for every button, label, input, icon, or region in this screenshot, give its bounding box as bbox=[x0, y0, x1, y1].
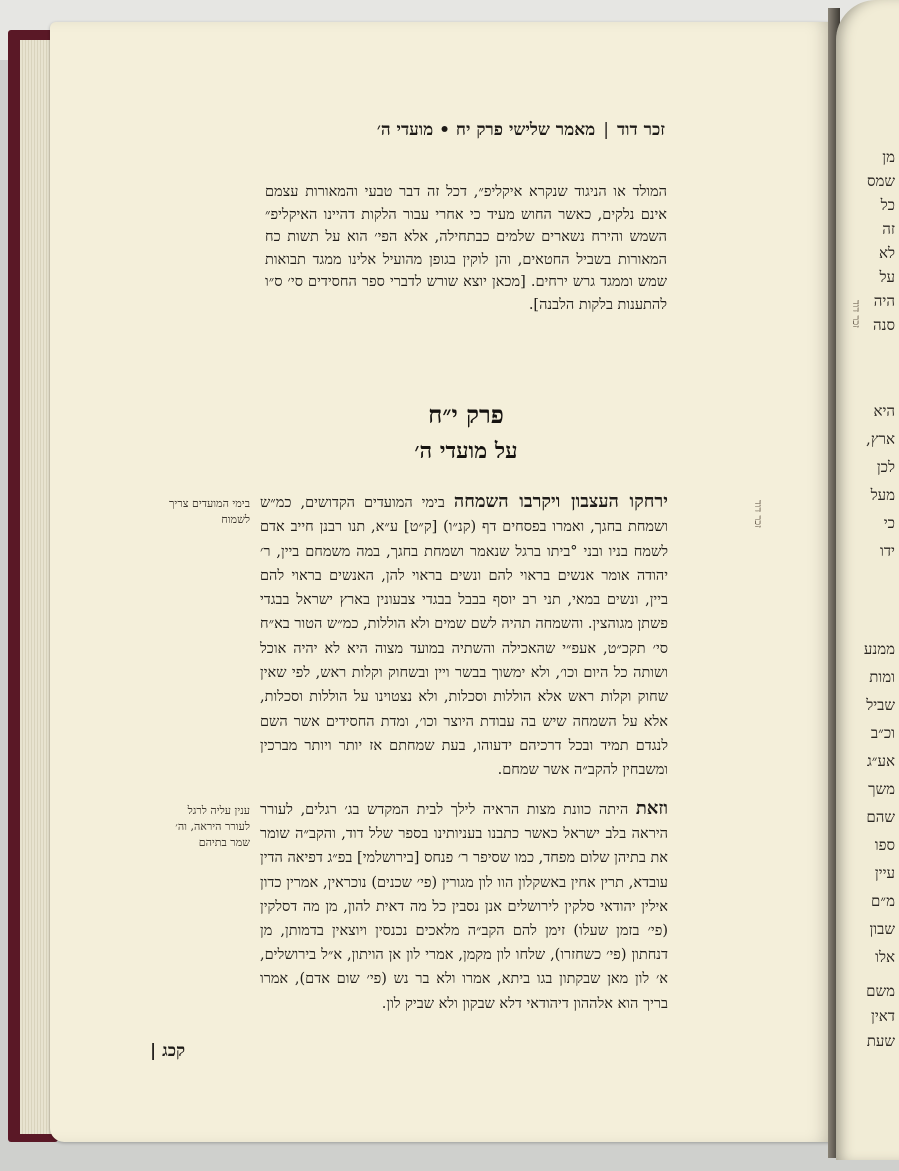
facing-page bbox=[836, 0, 899, 1160]
facing-page-line: לכן bbox=[876, 458, 895, 476]
facing-page-line: כל bbox=[880, 196, 895, 214]
intro-paragraph: המולד או הניגוד שנקרא איקליפ״, דכל זה דבר טבעי והמאורות עצמם אינם נלקים, כאשר החוש מעיד כי אחרי עבור הלקות דהיינו האיקליפ״ השמש והירח נשארים שלמים כבתחילה, אלא הפי׳ הוא על תשות כח המאורות בשביל החטאים, והן לוקין בגופן מהועיל אלינו ממגד תבואות שמש וממגד גרש ירחים. [מכאן יוצא שורש לדברי ספר החסידים סי׳ ס״ו להתענות בלקות הלבנה]. bbox=[265, 184, 667, 313]
paragraph-rejoicing bbox=[260, 490, 668, 783]
facing-page-line: זה bbox=[882, 220, 895, 238]
header-separator: | bbox=[603, 120, 609, 140]
facing-page-line: ממנע bbox=[863, 640, 895, 658]
facing-page-line: עיין bbox=[874, 864, 895, 882]
facing-page-line: לא bbox=[878, 244, 895, 262]
paragraph-body: בימי המועדים הקדושים, כמ״ש ושמחת בחגך, ואמרו בפסחים דף (קנ״ו) [ק״ט] ע״א, תנו רבנן חייב אדם לשמח בניו ובני °ביתו ברגל שנאמר ושמחת בחגך, במה משמחם ביין, ר׳ יהודה אומר אנשים בראוי להם ונשים בראוי להן, האנשים בראוי להם ביין, ונשים במאי, תני רב יוסף בבבל בבגדי צבעונין בארץ ישראל בבגדי פשתן מגוהצין. והשמחה תהיה לשם שמים ולא הוללות, כמ״ש הטור בא״ח סי׳ תקכ״ט, אעפ״י שהאכילה והשתיה במועד מצוה היא לא יהיה אוכל ושותה כל היום וכו׳, ולא ימשוך בבשר ויין ובשחוק וקלות ראש, לפי שאין שחוק וקלות ראש אלא הוללות וסכלות, ולא נצטוינו על הוללות וסכלות, אלא על השמחה שיש בה עבודת היוצר וכו׳, ומדת החסידים אשר השם לנגדם תמיד ובכל דרכיהם ידעוהו, בעת שמחתם אז יותר ויותר מברכין ומשבחין להקב״ה אשר שמחם. bbox=[260, 495, 668, 779]
book-title: זכר דוד bbox=[616, 120, 665, 140]
facing-page-line: מן bbox=[882, 148, 895, 166]
paragraph-lead-words: וזאת bbox=[635, 798, 668, 819]
facing-page-line: היה bbox=[873, 292, 895, 310]
facing-page-line: אע״ג bbox=[866, 752, 895, 770]
facing-page-line: וכ״ב bbox=[870, 724, 895, 742]
facing-page-line: על bbox=[879, 268, 895, 286]
facing-side-running-title: זכר דוד bbox=[850, 300, 861, 328]
facing-page-line: אלו bbox=[875, 948, 895, 966]
facing-page-line: ספו bbox=[874, 836, 895, 854]
facing-page-line: סנה bbox=[872, 316, 895, 334]
facing-page-line: שמס bbox=[866, 172, 895, 190]
paragraph-body: היתה כוונת מצות הראיה לילך לבית המקדש בג׳ רגלים, לעורר היראה בלב ישראל כאשר כתבנו בעניותינו בספר שלל דוד, והקב״ה שומר את בתיהן שלום מפחד, כמו שסיפר ר׳ פנחס [בירושלמי] בפ״ג דפיאה הדין עובדא, תרין אחין באשקלון הוו לון מגורין (פי׳ שכנים) נוכראין, אמרין כדון אילין יהודאי סלקין לירושלים אנן נסבין כל מה דאית להון, מן מה דסלקין (פי׳ בזמן שעלו) זימן להם הקב״ה מלאכים נכנסין ויוצאין בדמותן, מן דנחתון (פי׳ כשחזרו), שלחו לון מקמן, אמרי לון אן הויתון, א״ל בירושלים, א׳ לון מאן שבקתון בגו ביתא, אמרו ולא בר נש (פי׳ שום אדם), אמרו בריך הוא אלההון דיהודאי דלא שבקון ולא שביק לון. bbox=[260, 802, 668, 1012]
facing-page-line: ידו bbox=[880, 542, 895, 560]
margin-note: ענין עליה לרגל לעורר היראה, וה׳ שמר בתיהם bbox=[175, 804, 250, 849]
facing-page-line: שבון bbox=[869, 920, 895, 938]
facing-page-line: ומות bbox=[869, 668, 895, 686]
chapter-title: פרק י״ח bbox=[428, 400, 504, 429]
facing-page-line: שביל bbox=[866, 696, 895, 714]
facing-page-line: משם bbox=[866, 982, 895, 1000]
section-title: מאמר שלישי פרק יח • מועדי ה׳ bbox=[376, 120, 596, 140]
facing-page-line: מ״ם bbox=[871, 892, 895, 910]
running-header bbox=[155, 120, 665, 150]
side-running-title: זכר דוד bbox=[752, 500, 763, 528]
facing-page-line: שהם bbox=[866, 808, 895, 826]
facing-page-line: היא bbox=[873, 402, 895, 420]
facing-page-line: כי bbox=[883, 514, 895, 532]
facing-page-line: שעת bbox=[866, 1032, 895, 1050]
facing-page-line: משך bbox=[868, 780, 895, 798]
margin-note: בימי המועדים צריך לשמוח bbox=[169, 497, 250, 526]
facing-page-line: ארץ, bbox=[866, 430, 895, 448]
paragraph-pilgrimage bbox=[260, 797, 668, 1016]
paragraph-lead-words: ירחקו העצבון ויקרבו השמחה bbox=[453, 491, 668, 512]
page-number: קכג | bbox=[150, 1041, 186, 1061]
facing-page-line: דאין bbox=[871, 1007, 895, 1025]
facing-page-line: מעל bbox=[870, 486, 895, 504]
chapter-subtitle: על מועדי ה׳ bbox=[414, 438, 518, 464]
